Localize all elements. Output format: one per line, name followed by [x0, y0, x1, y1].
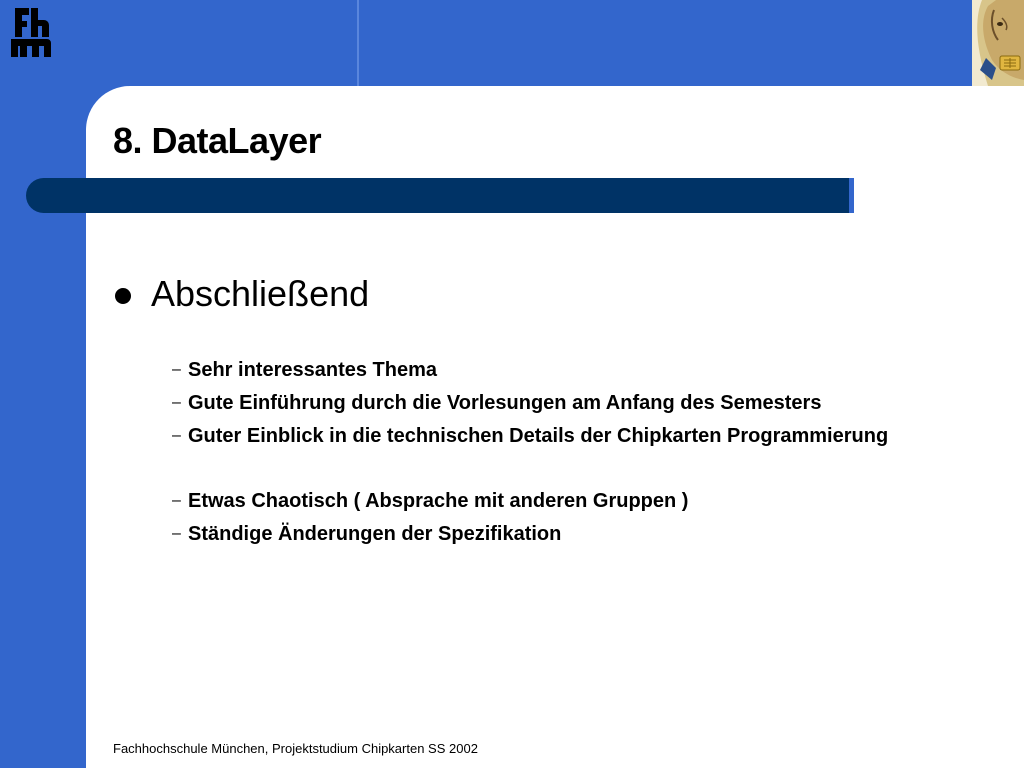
slide-title: 8. DataLayer: [113, 120, 322, 161]
dash-icon: –: [172, 492, 181, 509]
header-band: [0, 0, 1024, 86]
bullet-icon: [115, 288, 131, 304]
list-item: [172, 390, 821, 416]
list-item-text: Ständige Änderungen der Spezifikation: [188, 522, 562, 545]
list-item-text: Gute Einführung durch die Vorlesungen am Anfang des Semesters: [188, 391, 822, 414]
list-item-text: Guter Einblick in die technischen Details der Chipkarten Programmierung: [188, 424, 889, 447]
header-divider: [357, 0, 359, 86]
dash-icon: –: [172, 361, 181, 378]
dash-icon: –: [172, 525, 181, 542]
dash-icon: –: [172, 427, 181, 444]
fhm-logo-icon: [9, 6, 51, 58]
chipcard-portrait-icon: [972, 0, 1024, 86]
list-item: [172, 423, 888, 449]
title-underline-bar: [26, 178, 854, 213]
title-underline-bar-end: [849, 178, 854, 213]
list-item-text: Sehr interessantes Thema: [188, 358, 437, 381]
footer-text: Fachhochschule München, Projektstudium Chipkarten SS 2002: [113, 741, 478, 756]
list-item: [172, 357, 437, 383]
main-bullet: Abschließend: [151, 273, 370, 314]
list-item: [172, 521, 561, 547]
dash-icon: –: [172, 394, 181, 411]
list-item: [172, 488, 688, 514]
list-item-text: Etwas Chaotisch ( Absprache mit anderen Gruppen ): [188, 489, 689, 512]
